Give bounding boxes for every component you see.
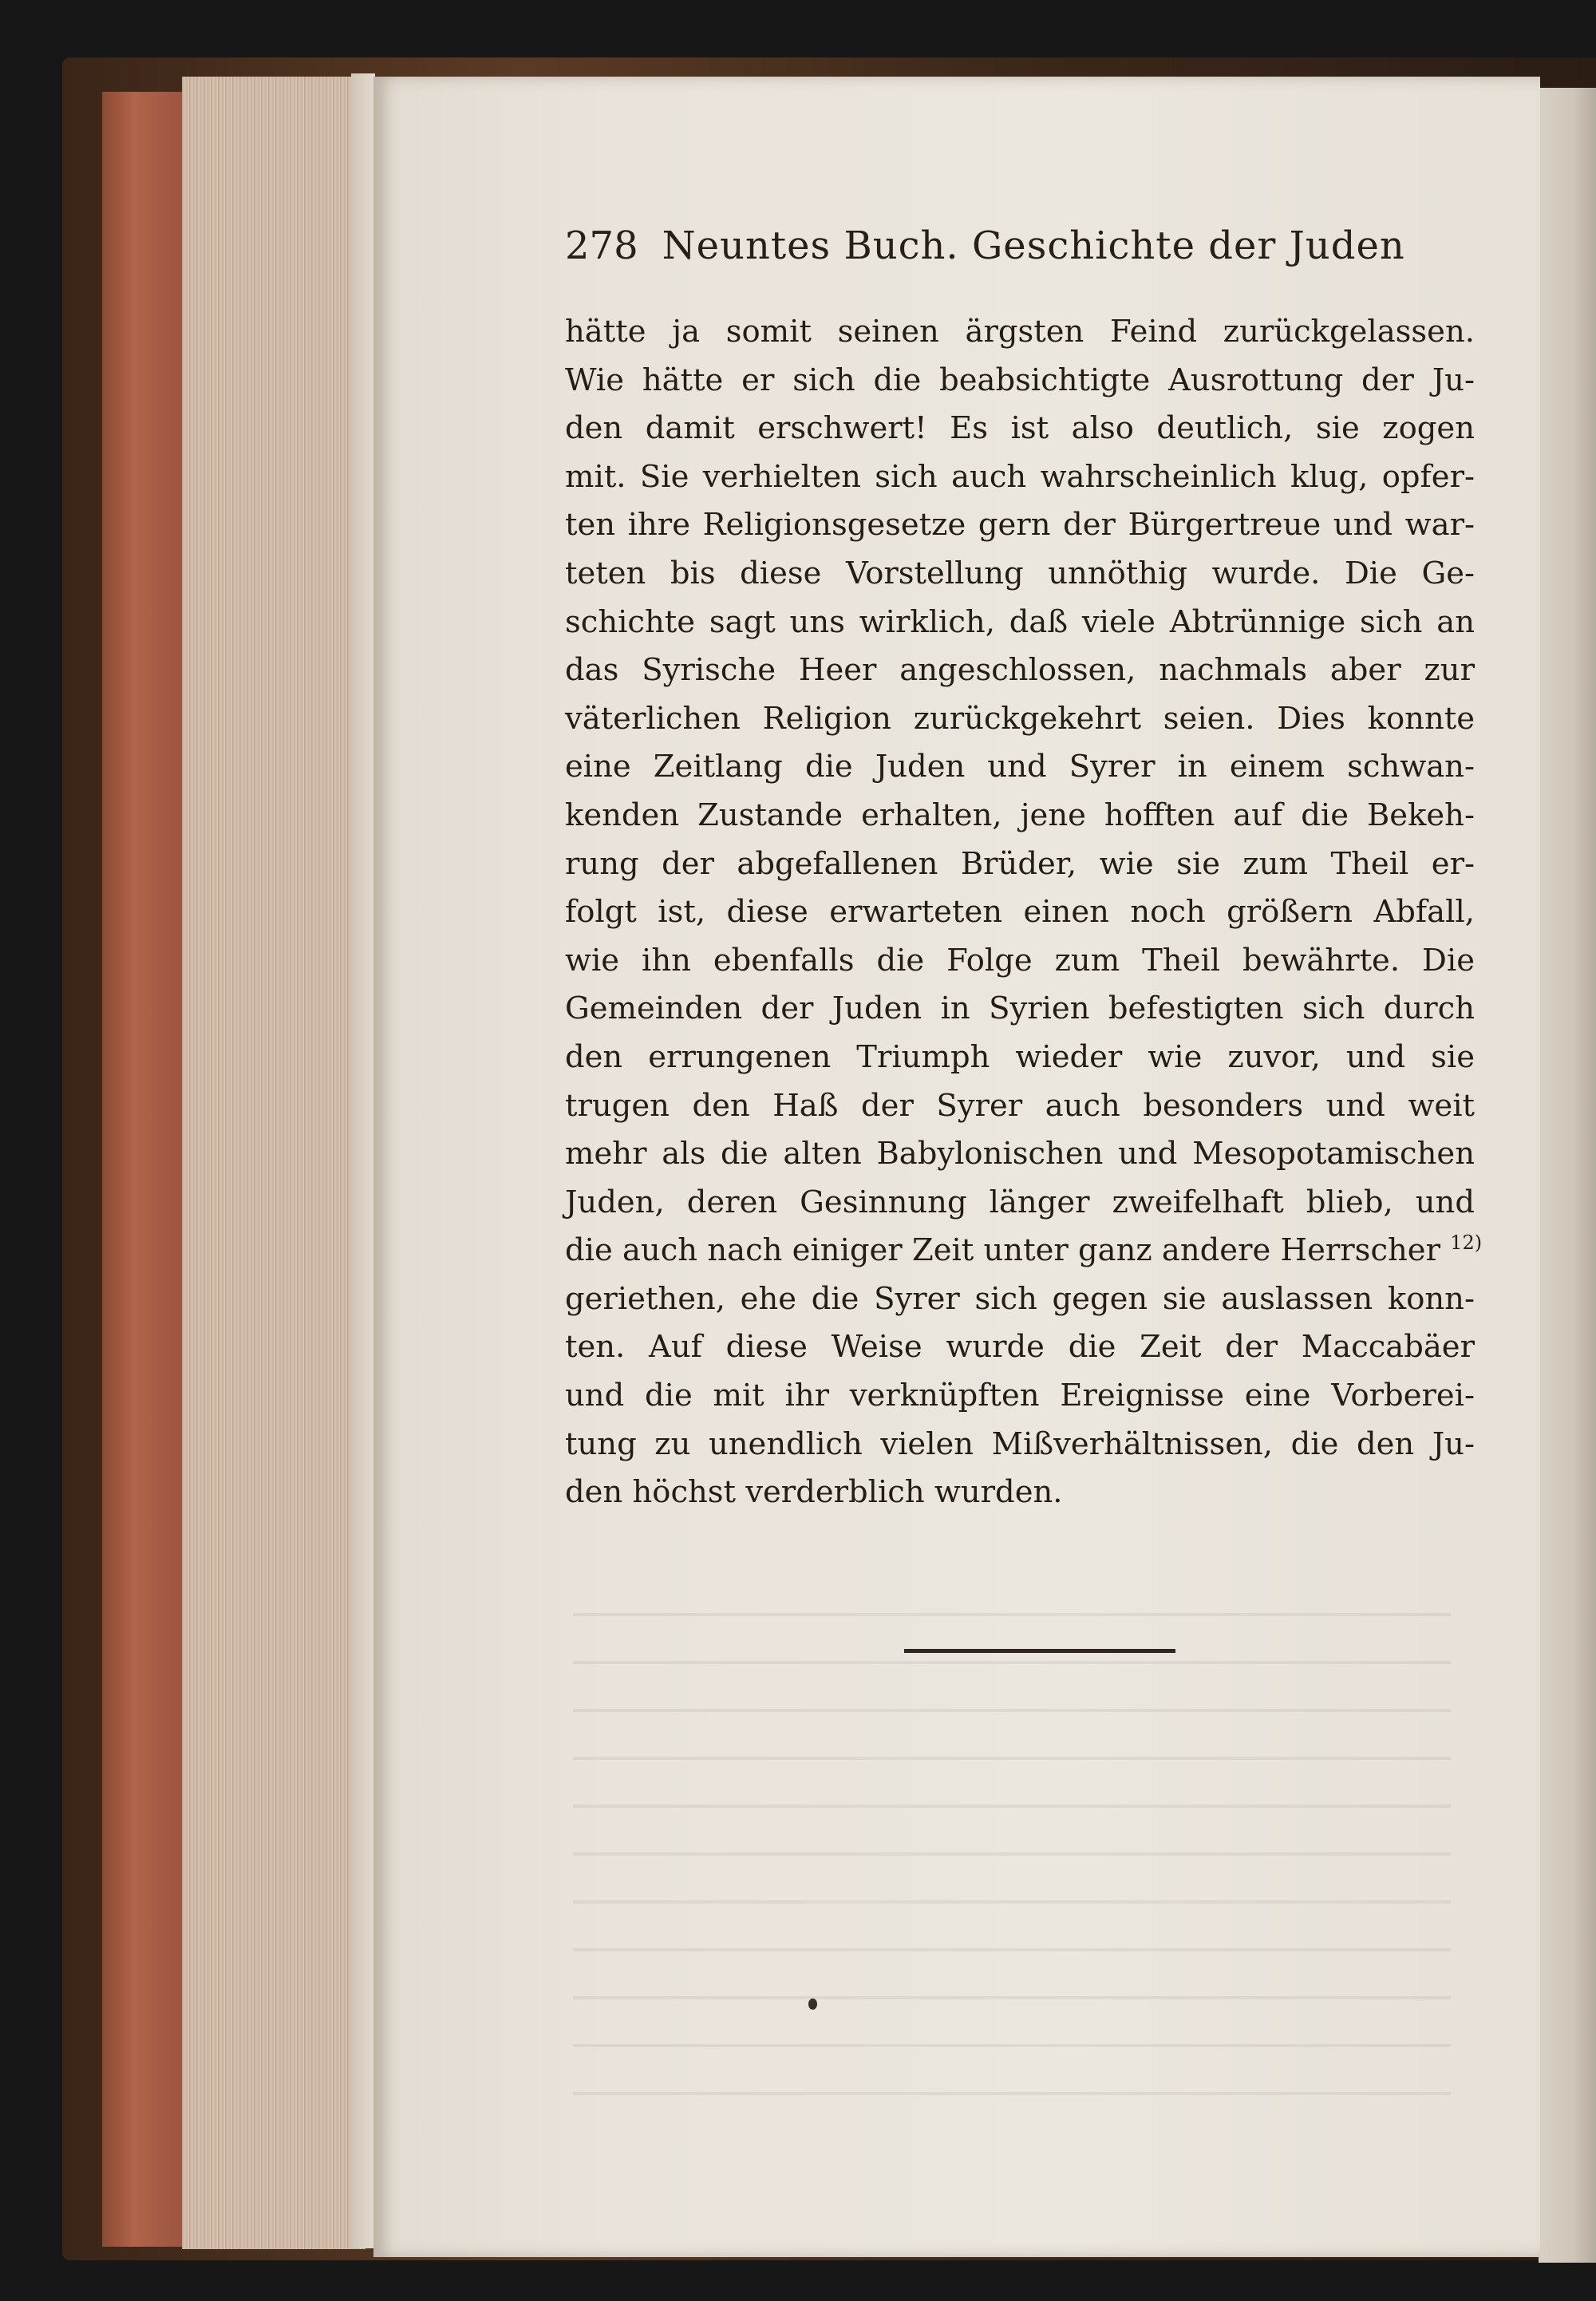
text-line: und die mit ihr verknüpften Ereignisse eine Vorberei- xyxy=(565,1378,1475,1414)
text-line: väterlichen Religion zurückgekehrt seien. Dies konnte xyxy=(565,700,1475,737)
text-line: ten ihre Religionsgesetze gern der Bürgertreue und war- xyxy=(565,507,1475,544)
section-end-rule xyxy=(904,1649,1175,1653)
text-line: Gemeinden der Juden in Syrien befestigten sich durch xyxy=(565,990,1475,1027)
text-line: tung zu unendlich vielen Mißverhältnissen, die den Ju- xyxy=(565,1425,1475,1462)
text-line: wie ihn ebenfalls die Folge zum Theil bewährte. Die xyxy=(565,942,1475,979)
text-line: mit. Sie verhielten sich auch wahrscheinlich klug, opfer- xyxy=(565,458,1475,495)
text-line: mehr als die alten Babylonischen und Mesopotamischen xyxy=(565,1136,1475,1172)
text-line: folgt ist, diese erwarteten einen noch größern Abfall, xyxy=(565,894,1475,931)
text-line: schichte sagt uns wirklich, daß viele Abtrünnige sich an xyxy=(565,603,1475,640)
text-line: teten bis diese Vorstellung unnöthig wurde. Die Ge- xyxy=(565,555,1475,591)
text-line: hätte ja somit seinen ärgsten Feind zurückgelassen. xyxy=(565,314,1475,350)
page-header xyxy=(565,223,1427,268)
body-text xyxy=(565,308,1483,1517)
text-line: ten. Auf diese Weise wurde die Zeit der Maccabäer xyxy=(565,1329,1475,1366)
text-line: den errungenen Triumph wieder wie zuvor, und sie xyxy=(565,1038,1475,1075)
text-line: geriethen, ehe die Syrer sich gegen sie auslassen konn- xyxy=(565,1280,1475,1317)
text-line: Wie hätte er sich die beabsichtigte Ausrottung der Ju- xyxy=(565,362,1475,398)
text-line: das Syrische Heer angeschlossen, nachmals aber zur xyxy=(565,652,1475,689)
text-line: trugen den Haß der Syrer auch besonders und weit xyxy=(565,1087,1475,1124)
ink-speck xyxy=(808,1999,817,2010)
text-line: rung der abgefallenen Brüder, wie sie zum Theil er- xyxy=(565,845,1475,882)
page-number: 278 xyxy=(565,223,638,268)
text-line: kenden Zustande erhalten, jene hofften auf die Bekeh- xyxy=(565,797,1475,833)
page-stack-inner xyxy=(351,73,375,2248)
text-line: den damit erschwert! Es ist also deutlich, sie zogen xyxy=(565,410,1475,447)
running-head: Neuntes Buch. Geschichte der Juden xyxy=(662,223,1405,268)
text-line-content: die auch nach einiger Zeit unter ganz andere Herrscher xyxy=(565,1232,1440,1269)
book-page xyxy=(373,77,1540,2257)
text-line: eine Zeitlang die Juden und Syrer in einem schwan- xyxy=(565,749,1475,785)
facing-page-edge xyxy=(1539,88,1596,2263)
footnote-marker: 12) xyxy=(1450,1232,1483,1255)
page-stack-left xyxy=(182,77,365,2249)
text-line-with-footnote xyxy=(565,1227,1483,1275)
text-line-last: den höchst verderblich wurden. xyxy=(565,1474,1063,1511)
page-edge-gilt xyxy=(102,92,182,2247)
text-line: Juden, deren Gesinnung länger zweifelhaft blieb, und xyxy=(565,1184,1475,1220)
show-through-text xyxy=(573,1581,1451,2124)
